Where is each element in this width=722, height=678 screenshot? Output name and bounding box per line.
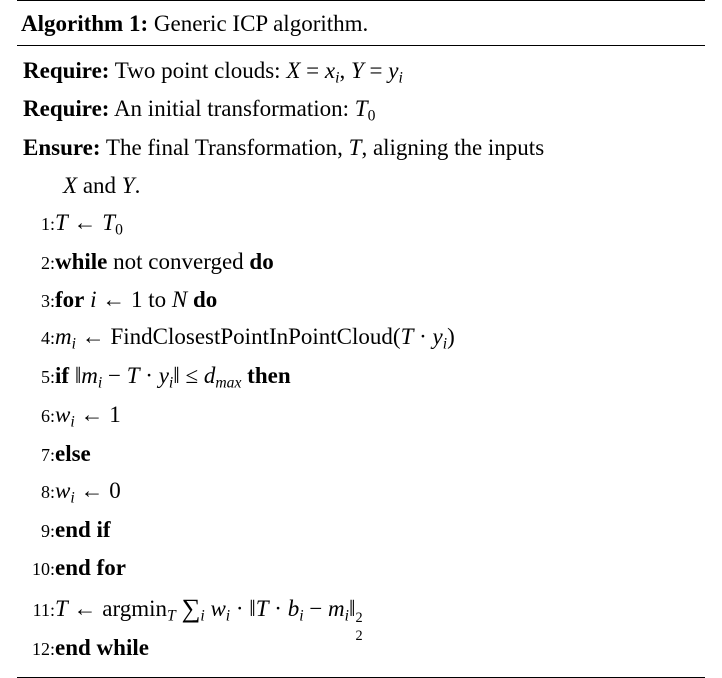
step-code: while not converged do — [55, 249, 274, 275]
step-number: 12: — [31, 639, 55, 660]
step-row — [21, 281, 701, 318]
step-code: $m_i$ ← FindClosestPointInPointCloud(T · $y_i$) — [55, 324, 455, 353]
step-number: 10: — [31, 558, 55, 579]
ensure-line — [21, 129, 701, 166]
require-text-1: Two point clouds: $X = x_i$, $Y = y_i$ — [114, 57, 403, 86]
step-code: T ← argmin$_T$ $\sum_i$ $w_i$ · ‖T · $b_i$ − $m_i‖$ 2 2 — [55, 593, 363, 644]
step-row — [21, 511, 701, 548]
algorithm-caption — [17, 1, 705, 45]
step-number: 2: — [40, 253, 55, 274]
step-number: 7: — [40, 444, 55, 465]
step-row — [21, 357, 701, 396]
step-row — [21, 318, 701, 357]
require-text-2: An initial transformation: $T_0$ — [113, 96, 376, 125]
step-code: for i ← 1 to N do — [55, 286, 218, 312]
step-number: 5: — [40, 366, 55, 387]
step-number: 6: — [40, 405, 55, 426]
algorithm-steps — [21, 204, 701, 666]
algorithm-block — [11, 0, 711, 678]
step-number: 3: — [40, 290, 55, 311]
step-number: 9: — [40, 521, 55, 542]
ensure-text: The final Transformation, T, aligning the inputs — [105, 135, 545, 161]
step-row — [21, 204, 701, 243]
require-keyword-2: Require: — [23, 96, 110, 122]
require-line-2 — [21, 90, 701, 129]
require-line-1 — [21, 52, 701, 91]
ensure-continuation: X and Y. — [63, 172, 141, 198]
ensure-keyword: Ensure: — [23, 135, 101, 161]
bottom-rule — [17, 677, 705, 678]
step-code: $w_i$ ← 1 — [55, 401, 121, 431]
step-number: 8: — [40, 482, 55, 503]
step-row — [21, 472, 701, 511]
require-keyword: Require: — [23, 57, 110, 83]
step-row — [21, 435, 701, 472]
step-row — [21, 586, 701, 629]
step-number: 4: — [40, 328, 55, 349]
step-code: else — [55, 440, 91, 466]
step-code: end if — [55, 517, 111, 543]
step-row — [21, 549, 701, 586]
algorithm-title: Generic ICP algorithm. — [153, 11, 369, 36]
step-row — [21, 396, 701, 435]
algorithm-label: Algorithm 1: — [21, 11, 149, 36]
step-code: if $‖m_i - T$ · $y_i‖ \le d_{max}$ then — [55, 362, 291, 392]
step-code: end while — [55, 635, 149, 661]
step-code: $w_i$ ← 0 — [55, 478, 121, 507]
step-row — [21, 243, 701, 280]
step-code: end for — [55, 554, 126, 580]
step-code: T ← $T_0$ — [55, 210, 123, 239]
step-number: 1: — [40, 214, 55, 235]
algorithm-body — [17, 46, 705, 673]
step-number: 11: — [32, 600, 55, 620]
